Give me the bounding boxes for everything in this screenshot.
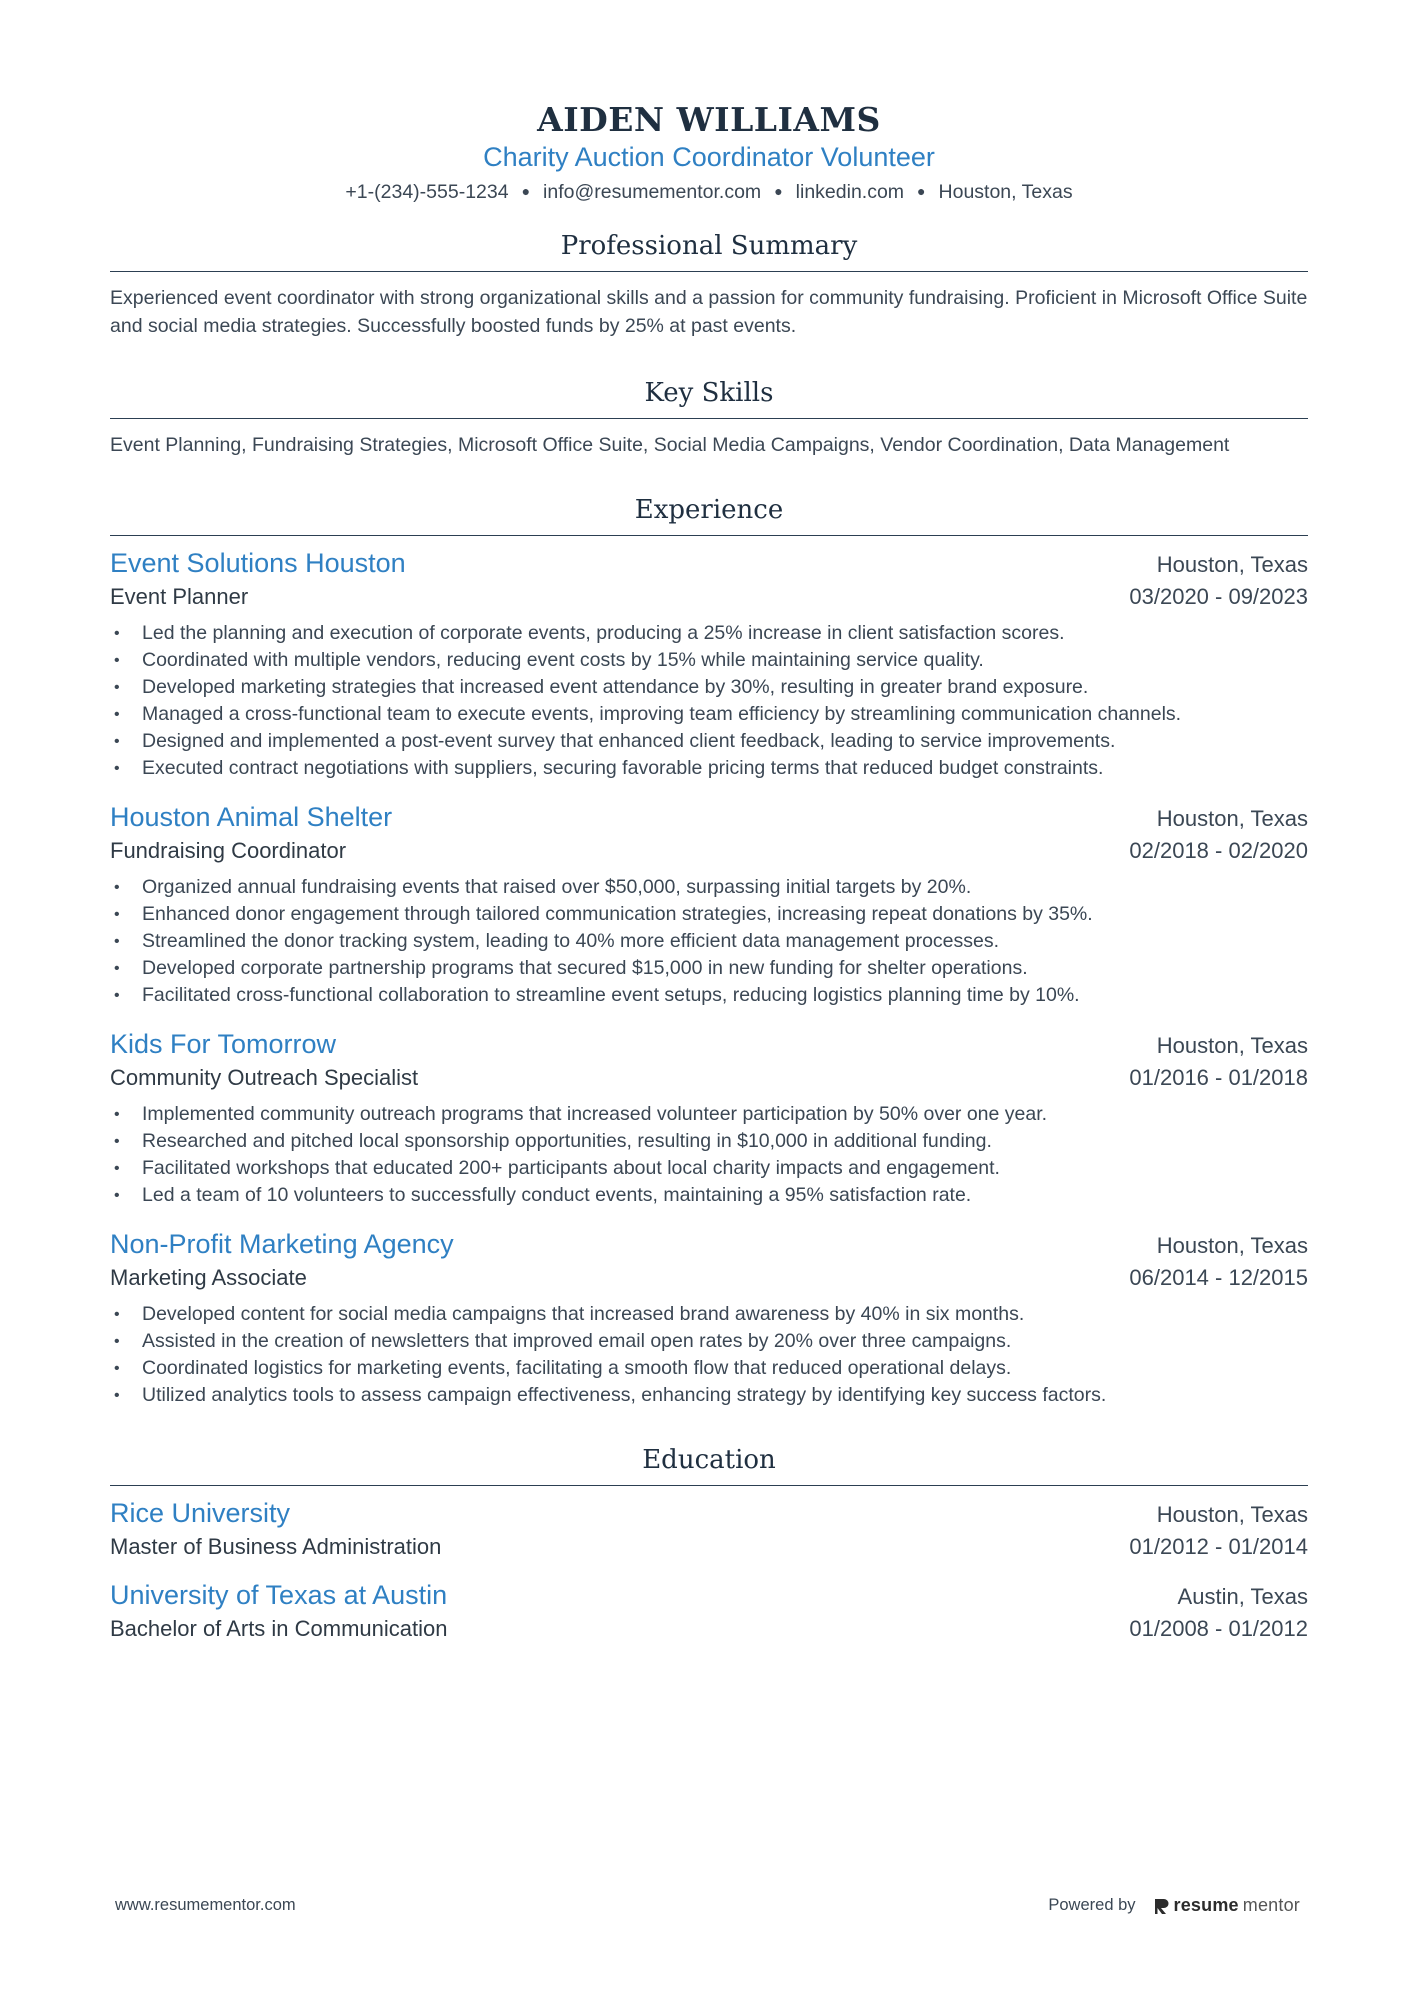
list-item: • Enhanced donor engagement through tailored communication strategies, increasing repeat donations by 35%.	[110, 901, 1308, 928]
list-item: • Facilitated workshops that educated 200+ participants about local charity impacts and engagement.	[110, 1155, 1308, 1182]
experience-dates: 03/2020 - 09/2023	[1129, 584, 1308, 609]
summary-section	[110, 229, 1308, 340]
list-item: • Streamlined the donor tracking system, leading to 40% more efficient data management processes.	[110, 928, 1308, 955]
experience-entry	[110, 800, 1308, 1009]
list-item: • Organized annual fundraising events that raised over $50,000, surpassing initial targets by 20%.	[110, 874, 1308, 901]
experience-location: Houston, Texas	[1156, 552, 1308, 577]
list-item: • Developed corporate partnership programs that secured $15,000 in new funding for shelter operations.	[110, 955, 1308, 982]
education-degree: Master of Business Administration	[110, 1534, 442, 1559]
bullet-separator: ●	[917, 183, 926, 199]
brand-name-light: mentor	[1242, 1895, 1300, 1915]
list-item: • Coordinated logistics for marketing events, facilitating a smooth flow that reduced operational delays.	[110, 1355, 1308, 1382]
resume-page	[110, 100, 1308, 1646]
experience-org: Non-Profit Marketing Agency	[110, 1229, 454, 1259]
list-item: • Developed content for social media campaigns that increased brand awareness by 40% in six months.	[110, 1301, 1308, 1328]
brand-logo[interactable]	[1154, 1895, 1300, 1916]
education-school: University of Texas at Austin	[110, 1580, 448, 1610]
experience-dates: 01/2016 - 01/2018	[1129, 1065, 1308, 1090]
list-item: • Facilitated cross-functional collaboration to streamline event setups, reducing logistics planning time by 10%.	[110, 982, 1308, 1009]
experience-bullets	[110, 1101, 1308, 1209]
candidate-role: Charity Auction Coordinator Volunteer	[483, 142, 935, 172]
experience-location: Houston, Texas	[1156, 806, 1308, 831]
education-degree: Bachelor of Arts in Communication	[110, 1616, 448, 1641]
experience-bullets	[110, 620, 1308, 782]
summary-text: Experienced event coordinator with strong organizational skills and a passion for community fundraising. Proficient in Microsoft Office Suite and social media strategies. Successfully boosted funds by 25% at past events.	[110, 287, 1308, 337]
list-item: • Developed marketing strategies that increased event attendance by 30%, resulting in greater brand exposure.	[110, 674, 1308, 701]
bullet-separator: ●	[521, 183, 531, 199]
list-item: • Implemented community outreach programs that increased volunteer participation by 50% over one year.	[110, 1101, 1308, 1128]
list-item: • Designed and implemented a post-event survey that enhanced client feedback, leading to service improvements.	[110, 728, 1308, 755]
section-title-summary: Professional Summary	[110, 229, 1308, 272]
skills-section	[110, 376, 1308, 459]
page-footer	[115, 1895, 1300, 1916]
education-entry	[110, 1578, 1308, 1646]
list-item: • Executed contract negotiations with suppliers, securing favorable pricing terms that reduced budget constraints.	[110, 755, 1308, 782]
footer-site-link[interactable]: www.resumementor.com	[115, 1896, 296, 1914]
candidate-name: AIDEN WILLIAMS	[537, 100, 881, 139]
list-item: • Managed a cross-functional team to execute events, improving team efficiency by streamlining communication channels.	[110, 701, 1308, 728]
list-item: • Utilized analytics tools to assess campaign effectiveness, enhancing strategy by identifying key success factors.	[110, 1382, 1308, 1409]
experience-org: Event Solutions Houston	[110, 548, 406, 578]
experience-position: Fundraising Coordinator	[110, 838, 347, 863]
list-item: • Led the planning and execution of corporate events, producing a 25% increase in client satisfaction scores.	[110, 620, 1308, 647]
experience-section	[110, 493, 1308, 1409]
education-location: Houston, Texas	[1156, 1502, 1308, 1527]
brand-name-bold: resume	[1173, 1895, 1239, 1915]
brand-mark-icon	[1154, 1897, 1170, 1915]
education-section	[110, 1443, 1308, 1646]
contact-linkedin: linkedin.com	[795, 181, 905, 203]
experience-org: Houston Animal Shelter	[110, 802, 393, 832]
education-dates: 01/2008 - 01/2012	[1129, 1616, 1308, 1641]
education-entry	[110, 1496, 1308, 1564]
list-item: • Led a team of 10 volunteers to successfully conduct events, maintaining a 95% satisfaction rate.	[110, 1182, 1308, 1209]
section-title-experience: Experience	[110, 493, 1308, 536]
experience-bullets	[110, 1301, 1308, 1409]
section-title-education: Education	[110, 1443, 1308, 1486]
bullet-separator: ●	[774, 183, 783, 199]
experience-position: Marketing Associate	[110, 1265, 307, 1290]
list-item: • Coordinated with multiple vendors, reducing event costs by 15% while maintaining service quality.	[110, 647, 1308, 674]
experience-bullets	[110, 874, 1308, 1009]
contact-location: Houston, Texas	[938, 181, 1073, 203]
powered-by-label: Powered by	[1048, 1896, 1136, 1914]
experience-org: Kids For Tomorrow	[110, 1029, 337, 1059]
experience-entry	[110, 546, 1308, 782]
experience-entry	[110, 1227, 1308, 1409]
contact-email: info@resumementor.com	[543, 181, 762, 203]
experience-entry	[110, 1027, 1308, 1209]
education-dates: 01/2012 - 01/2014	[1129, 1534, 1308, 1559]
powered-by	[1048, 1895, 1300, 1916]
list-item: • Researched and pitched local sponsorship opportunities, resulting in $10,000 in additional funding.	[110, 1128, 1308, 1155]
experience-dates: 02/2018 - 02/2020	[1129, 838, 1308, 863]
experience-location: Houston, Texas	[1156, 1233, 1308, 1258]
education-location: Austin, Texas	[1177, 1584, 1308, 1609]
experience-dates: 06/2014 - 12/2015	[1129, 1265, 1308, 1290]
experience-location: Houston, Texas	[1156, 1033, 1308, 1058]
education-school: Rice University	[110, 1498, 291, 1528]
section-title-skills: Key Skills	[110, 376, 1308, 419]
contact-line	[110, 176, 1308, 207]
list-item: • Assisted in the creation of newsletters that improved email open rates by 20% over three campaigns.	[110, 1328, 1308, 1355]
contact-phone: +1-(234)-555-1234	[345, 181, 509, 203]
skills-text: Event Planning, Fundraising Strategies, Microsoft Office Suite, Social Media Campaigns, Vendor Coordination, Data Management	[110, 434, 1230, 456]
resume-header	[110, 100, 1308, 207]
experience-position: Community Outreach Specialist	[110, 1065, 419, 1090]
experience-position: Event Planner	[110, 584, 249, 609]
